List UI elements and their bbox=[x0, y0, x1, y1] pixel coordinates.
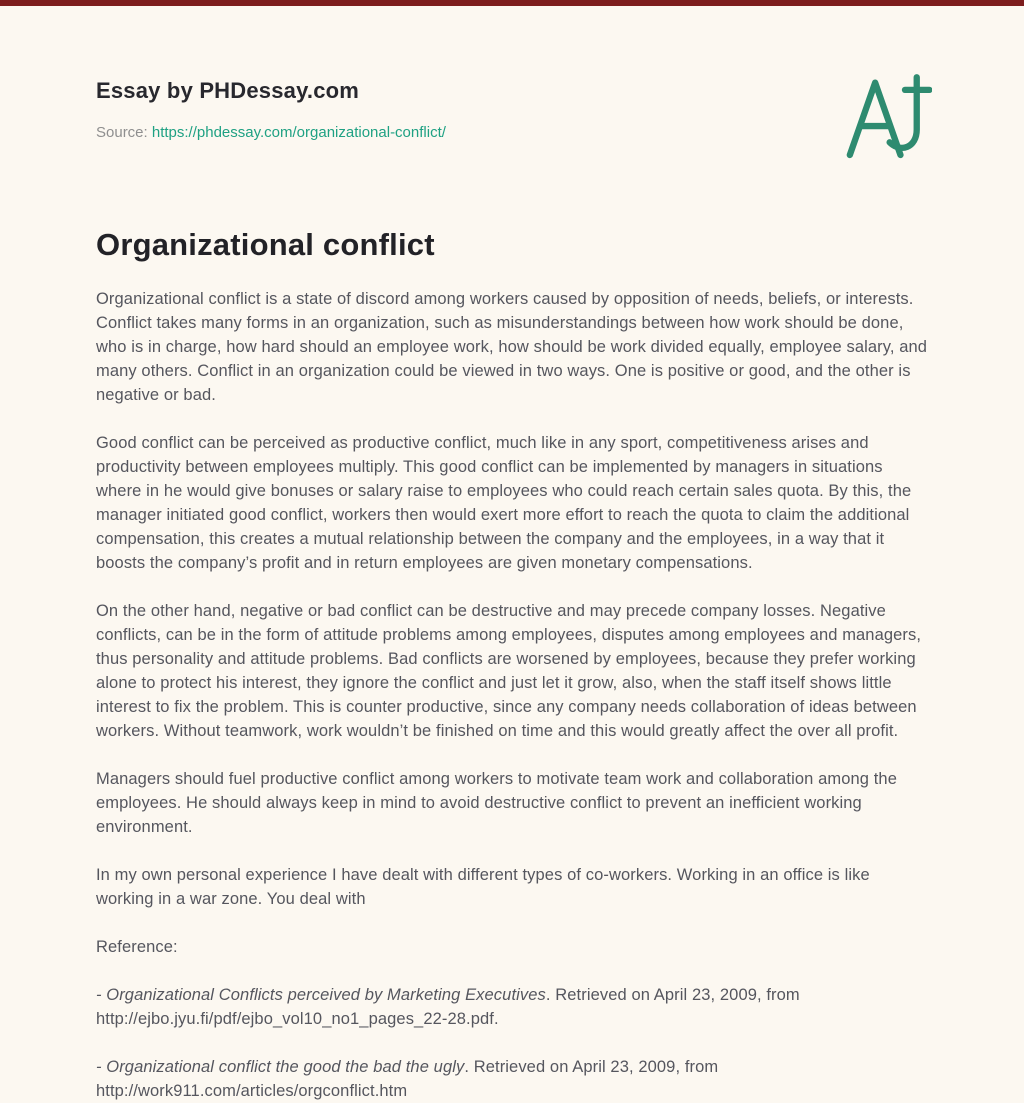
reference-heading: Reference: bbox=[96, 938, 178, 956]
reference-title-2: - Organizational conflict the good the bad the ugly bbox=[96, 1058, 465, 1076]
essay-title: Organizational conflict bbox=[96, 227, 435, 262]
reference-detail-1: . Retrieved on April 23, 2009, from http://ejbo.jyu.fi/pdf/ejbo_vol10_no1_pages_22-28.pdf. bbox=[96, 986, 800, 1028]
essay-paragraph-4: Managers should fuel productive conflict among workers to motivate team work and collaboration among the employees. He should always keep in mind to avoid destructive conflict to prevent an inefficient working environment. bbox=[96, 770, 897, 836]
essay-paragraph-5: In my own personal experience I have dealt with different types of co-workers. Working in an office is like working in a war zone. You deal with bbox=[96, 866, 870, 908]
reference-title-1: - Organizational Conflicts perceived by Marketing Executives bbox=[96, 986, 546, 1004]
phdessay-logo bbox=[840, 70, 932, 164]
essay-page bbox=[96, 6, 928, 1103]
reference-item-2 bbox=[96, 1055, 928, 1103]
page-title: Essay by PHDessay.com bbox=[96, 78, 360, 103]
reference-item-1 bbox=[96, 983, 928, 1031]
source-url-link[interactable]: https://phdessay.com/organizational-conflict/ bbox=[151, 124, 446, 141]
source-label: Source: bbox=[96, 124, 148, 141]
phdessay-logo-icon bbox=[840, 70, 932, 164]
reference-detail-2: . Retrieved on April 23, 2009, from http://work911.com/articles/orgconflict.htm bbox=[96, 1058, 719, 1100]
source-line bbox=[96, 124, 928, 141]
essay-paragraph-3: On the other hand, negative or bad conflict can be destructive and may precede company losses. Negative conflicts, can be in the form of attitude problems among employees, disputes among employees and managers, thus personality and attitude problems. Bad conflicts are worsened by employees, because they prefer working alone to protect his interest, they ignore the conflict and just let it grow, also, when the staff itself shows little interest to fix the problem. This is counter productive, since any company needs collaboration of ideas between workers. Without teamwork, work wouldn’t be finished on time and this would greatly affect the over all profit. bbox=[96, 602, 922, 740]
essay-paragraph-2: Good conflict can be perceived as productive conflict, much like in any sport, competitiveness arises and productivity between employees multiply. This good conflict can be implemented by managers in situations where in he would give bonuses or salary raise to employees who could reach certain sales quota. By this, the manager initiated good conflict, workers then would exert more effort to reach the quota to claim the additional compensation, this creates a mutual relationship between the company and the employees, in a way that it boosts the company’s profit and in return employees are given monetary compensations. bbox=[96, 434, 912, 572]
essay-paragraph-1: Organizational conflict is a state of discord among workers caused by opposition of needs, beliefs, or interests. Conflict takes many forms in an organization, such as misunderstandings between how work should be done, who is in charge, how hard should an employee work, how should be work divided equally, employee salary, and many others. Conflict in an organization could be viewed in two ways. One is positive or good, and the other is negative or bad. bbox=[96, 290, 928, 404]
